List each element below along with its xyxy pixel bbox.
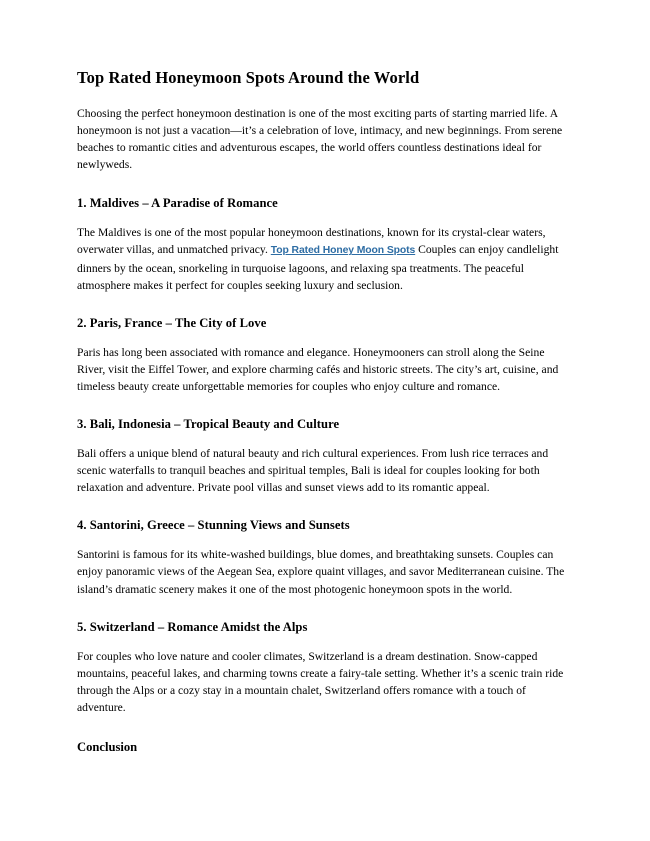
top-rated-honey-moon-spots-link[interactable]: Top Rated Honey Moon Spots (270, 245, 416, 257)
section-heading-switzerland: 5. Switzerland – Romance Amidst the Alps (77, 619, 308, 634)
page-title: Top Rated Honeymoon Spots Around the World (77, 68, 420, 87)
section-heading-paris: 2. Paris, France – The City of Love (77, 315, 267, 330)
section-paragraph-switzerland: For couples who love nature and cooler climates, Switzerland is a dream destination. Snow-capped mountains, peaceful lakes, and charming towns create a fairy-tale setting. Whether it’s a scenic train ride through the Alps or a cozy stay in a mountain chalet, Switzerland offers romance with a touch of adventure. (77, 649, 564, 714)
section-paragraph-paris: Paris has long been associated with romance and elegance. Honeymooners can stroll along the Seine River, visit the Eiffel Tower, and explore charming cafés and historic streets. The city’s art, cuisine, and timeless beauty create unforgettable memories for couples who enjoy culture and romance. (77, 345, 559, 393)
section-heading-santorini: 4. Santorini, Greece – Stunning Views and Sunsets (77, 518, 350, 533)
section-heading-conclusion: Conclusion (77, 739, 138, 754)
section-paragraph-santorini: Santorini is famous for its white-washed buildings, blue domes, and breathtaking sunsets. Couples can enjoy panoramic views of the Aegean Sea, explore quaint villages, and savor Mediterranean cuisine. The island’s dramatic scenery makes it one of the most photogenic honeymoon spots in the world. (77, 548, 565, 596)
section-heading-maldives: 1. Maldives – A Paradise of Romance (77, 196, 278, 211)
section-paragraph-maldives (77, 224, 574, 293)
maldives-text-after-link: Couples can enjoy candlelight dinners by the ocean, snorkeling in turquoise lagoons, and relaxing spa treatments. The peaceful atmosphere makes it perfect for couples seeking luxury and seclusion. (77, 243, 559, 292)
intro-paragraph: Choosing the perfect honeymoon destination is one of the most exciting parts of starting married life. A honeymoon is not just a vacation—it’s a celebration of love, intimacy, and new beginnings. From serene beaches to romantic cities and adventurous escapes, the world offers countless destinations ideal for newlyweds. (77, 107, 563, 172)
section-paragraph-bali: Bali offers a unique blend of natural beauty and rich cultural experiences. From lush rice terraces and scenic waterfalls to tranquil beaches and spiritual temples, Bali is ideal for couples looking for both relaxation and adventure. Private pool villas and sunset views add to its romantic appeal. (77, 447, 549, 495)
section-heading-bali: 3. Bali, Indonesia – Tropical Beauty and Culture (77, 417, 340, 432)
document-content (77, 68, 574, 755)
maldives-text-before-link: The Maldives is one of the most popular honeymoon destinations, known for its crystal-clear waters, overwater villas, and unmatched privacy. (77, 226, 546, 257)
